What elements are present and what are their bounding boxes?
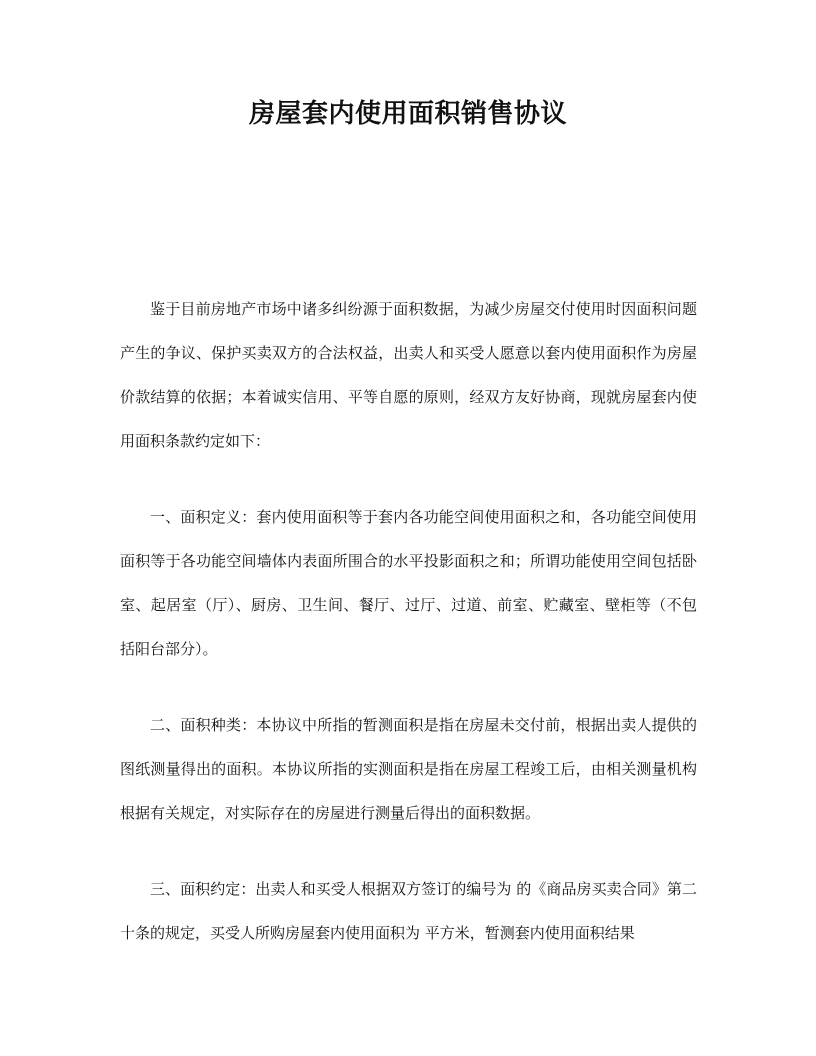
preamble-paragraph: 鉴于目前房地产市场中诸多纠纷源于面积数据，为减少房屋交付使用时因面积问题产生的争议、保护买卖双方的合法权益，出卖人和买受人愿意以套内使用面积作为房屋价款结算的依据；本着诚实信用、平等自愿的原则，经双方友好协商，现就房屋套内使用面积条款约定如下： xyxy=(120,300,697,450)
document-title: 房屋套内使用面积销售协议 xyxy=(248,99,567,129)
clause-area-definition: 一、面积定义：套内使用面积等于套内各功能空间使用面积之和，各功能空间使用面积等于各功能空间墙体内表面所围合的水平投影面积之和；所谓功能使用空间包括卧室、起居室（厅）、厨房、卫生间、餐厅、过厅、过道、前室、贮藏室、壁柜等（不包括阳台部分）。 xyxy=(120,508,697,658)
clause-area-agreement: 三、面积约定：出卖人和买受人根据双方签订的编号为 的《商品房买卖合同》第二十条的规定，买受人所购房屋套内使用面积为 平方米，暂测套内使用面积结果 xyxy=(120,880,697,942)
clause-area-types: 二、面积种类：本协议中所指的暂测面积是指在房屋未交付前，根据出卖人提供的图纸测量得出的面积。本协议所指的实测面积是指在房屋工程竣工后，由相关测量机构根据有关规定，对实际存在的房屋进行测量后得出的面积数据。 xyxy=(120,716,697,822)
